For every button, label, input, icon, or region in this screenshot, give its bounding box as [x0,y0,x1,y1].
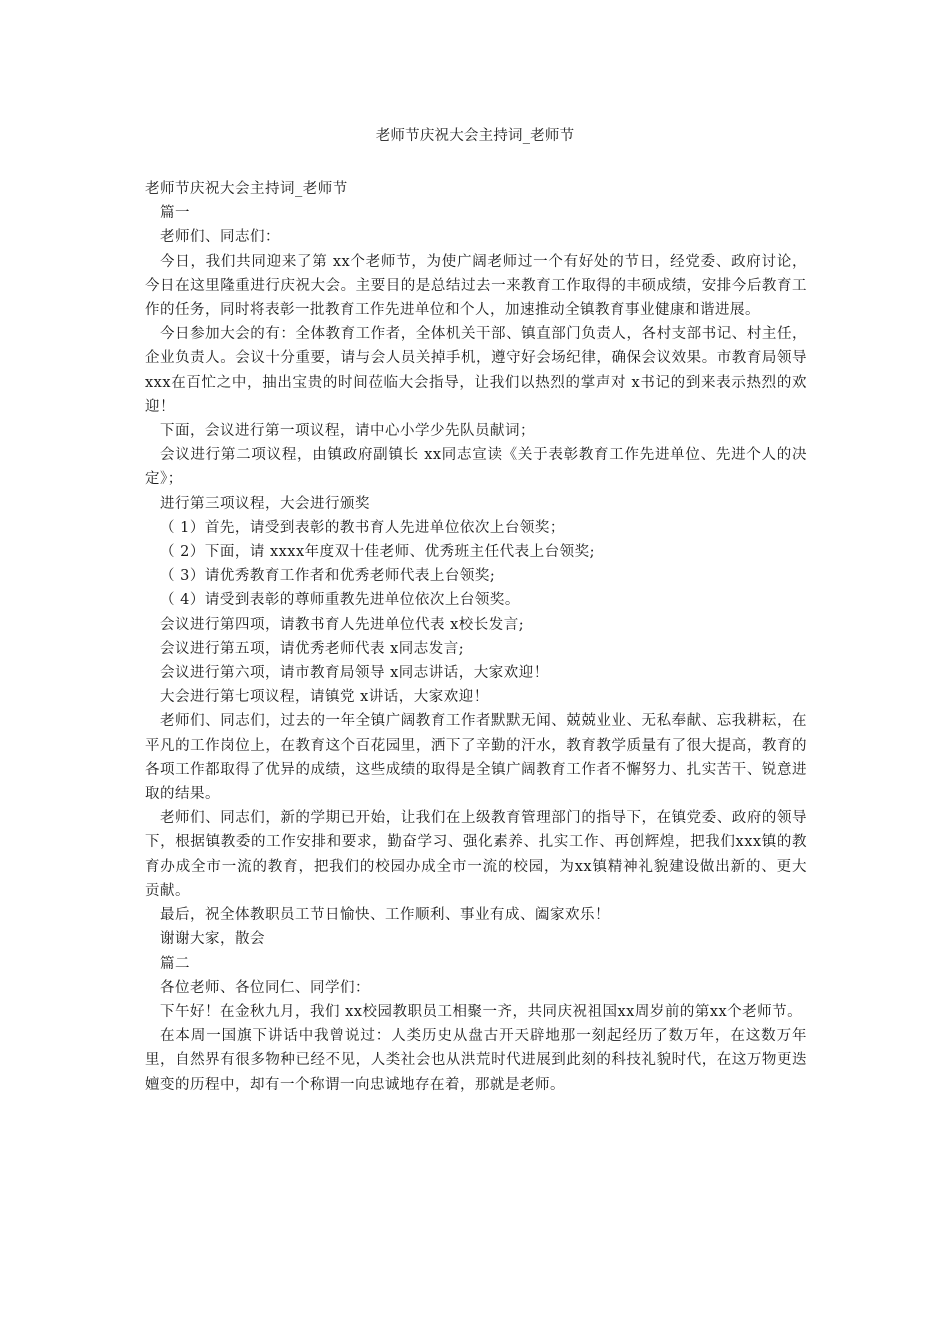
paragraph: 大会进行第七项议程，请镇党 x讲话，大家欢迎！ [160,689,489,706]
paragraph: 会议进行第五项，请优秀老师代表 x同志发言; [160,640,465,657]
paragraph: 会议进行第二项议程，由镇政府副镇长 xx同志宣读《关于表彰教育工作先进单位、先进个人的决定》； [145,447,807,488]
list-item: （ 4）请受到表彰的尊师重教先进单位依次上台领奖。 [160,592,520,609]
paragraph: 进行第三项议程，大会进行颁奖 [160,495,370,512]
page-title: 老师节庆祝大会主持词_老师节 [375,128,575,144]
paragraph: 下午好！在金秋九月，我们 xx校园教职员工相聚一齐，共同庆祝祖国xx周岁前的第xx个老师节。 [160,1003,803,1020]
paragraph: 谢谢大家，散会 [160,931,265,948]
document-subtitle: 老师节庆祝大会主持词_老师节 [145,181,348,197]
paragraph: 会议进行第六项，请市教育局领导 x同志讲话，大家欢迎！ [160,665,549,682]
paragraph: 今日参加大会的有：全体教育工作者，全体机关干部、镇直部门负责人，各村支部书记、村主任，企业负责人。会议十分重要，请与会人员关掉手机，遵守好会场纪律，确保会议效果。市教育局领导 xxx在百忙之中，抽出宝贵的时间莅临大会指导，让我们以热烈的掌声对 x书记的到来表示热烈的欢迎！ [145,326,807,415]
section-heading: 篇一 [160,205,190,222]
paragraph: 今日，我们共同迎来了第 xx个老师节，为使广阔老师过一个有好处的节日，经党委、政府讨论，今日在这里隆重进行庆祝大会。主要目的是总结过去一来教育工作取得的丰硕成绩，安排今后教育工作的任务，同时将表彰一批教育工作先进单位和个人，加速推动全镇教育事业健康和谐进展。 [145,253,807,319]
paragraph: 老师们、同志们，新的学期已开始，让我们在上级教育管理部门的指导下，在镇党委、政府的领导下，根据镇教委的工作安排和要求，勤奋学习、强化素养、扎实工作、再创辉煌，把我们xxx镇的教育办成全市一流的教育，把我们的校园办成全市一流的校园，为xx镇精神礼貌建设做出新的、更大贡献。 [145,810,807,899]
section-heading: 篇二 [160,955,190,972]
list-item: （ 2）下面，请 xxxx年度双十佳老师、优秀班主任代表上台领奖; [160,544,596,561]
paragraph: 老师们、同志们，过去的一年全镇广阔教育工作者默默无闻、兢兢业业、无私奉献、忘我耕耘，在平凡的工作岗位上，在教育这个百花园里，洒下了辛勤的汗水，教育教学质量有了很大提高，教育的各项工作都取得了优异的成绩，这些成绩的取得是全镇广阔教育工作者不懈努力、扎实苦干、锐意进取的结果。 [145,713,807,803]
paragraph: 各位老师、各位同仁、同学们： [160,979,370,996]
paragraph: 在本周一国旗下讲话中我曾说过：人类历史从盘古开天辟地那一刻起经历了数万年，在这数万年里，自然界有很多物种已经不见，人类社会也从洪荒时代进展到此刻的科技礼貌时代，在这万物更迭嬗变的历程中，却有一个称谓一向忠诚地存在着，那就是老师。 [145,1028,807,1093]
list-item: （ 3）请优秀教育工作者和优秀老师代表上台领奖; [160,568,496,585]
document-body [145,177,807,1097]
paragraph: 下面，会议进行第一项议程，请中心小学少先队员献词； [160,423,535,440]
list-item: （ 1）首先，请受到表彰的教书育人先进单位依次上台领奖； [160,519,565,536]
paragraph: 最后，祝全体教职员工节日愉快、工作顺利、事业有成、阖家欢乐！ [160,907,610,924]
paragraph: 老师们、同志们： [160,229,280,246]
paragraph: 会议进行第四项，请教书育人先进单位代表 x校长发言; [160,616,525,633]
